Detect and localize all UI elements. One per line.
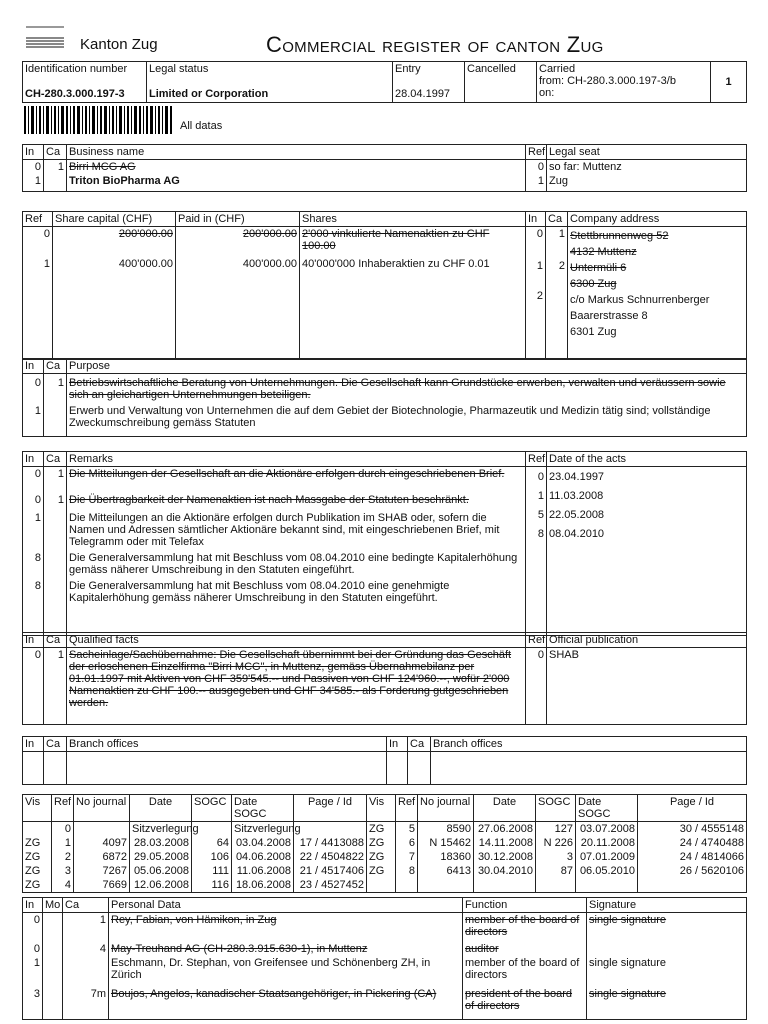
cell-sogc: 116	[192, 878, 232, 893]
cell-ca: 1	[57, 468, 64, 480]
col-official-publication: Official publication	[547, 633, 747, 648]
cell-qualified-fact: Sacheinlage/Sachübernahme: Die Gesellschaft übernimmt bei der Gründung das Geschäft der erloschenen Einzelfirma "Birri MCG", in Muttenz, gemäss Übernahmebilanz per 01.01.1997 mit Aktiven von CHF 359'545.-- und Passiven von CHF 124'960.--, wofür 2'000 Namenaktien zu CHF 100.-- ausgegeben und CHF 34'585.- als Forderung gutgeschrieben werden.	[67, 648, 526, 725]
cell-personal-data: Rey, Fabian, von Hämikon, in Zug	[109, 913, 463, 940]
cell-address-line: Stettbrunnenweg 52	[570, 230, 669, 242]
col-sogc: SOGC	[536, 795, 576, 822]
cell-vis: ZG	[23, 850, 52, 864]
id-box	[22, 61, 747, 103]
col-ref: Ref	[526, 145, 547, 160]
col-in: In	[23, 359, 44, 374]
cell-business-name: Birri MCG AG	[67, 160, 526, 175]
col-in: In	[23, 633, 44, 648]
cell-in: 0	[34, 468, 41, 480]
cell-remark: Die Generalversammlung hat mit Beschluss vom 08.04.2010 eine genehmigte Kapitalerhöhung gemäss näherer Umschreibung in den Statuten eingeführt.	[69, 580, 450, 604]
col-ca: Ca	[63, 898, 109, 913]
cell-ref: 1	[43, 258, 50, 270]
cell-no-journal: 7267	[74, 864, 130, 878]
cell-ca	[44, 402, 67, 437]
cell-date-sogc: 03.04.2008	[232, 836, 294, 850]
col-date-of-acts: Date of the acts	[547, 452, 747, 467]
cell-signature: single signature	[587, 956, 747, 982]
cell-in: 1	[34, 512, 41, 524]
col-share-capital: Share capital (CHF)	[53, 212, 176, 227]
cell-remark: Die Mitteilungen der Gesellschaft an die Aktionäre erfolgen durch eingeschriebenen Brief.	[69, 468, 505, 480]
branch-offices-table	[22, 736, 747, 785]
col-branch-offices: Branch offices	[431, 737, 747, 752]
cell-no-journal: 6413	[418, 864, 474, 878]
cell-sogc: 3	[536, 850, 576, 864]
col-branch-offices: Branch offices	[67, 737, 387, 752]
cell-remark: Die Generalversammlung hat mit Beschluss vom 08.04.2010 eine bedingte Kapitalerhöhung gemäss näherer Umschreibung in den Statuten eingeführt.	[69, 552, 518, 576]
table-row	[23, 374, 747, 403]
cell-date: 08.04.2010	[549, 528, 605, 540]
cell-in: 1	[536, 260, 543, 272]
cell-ref: 0	[43, 228, 50, 240]
table-row	[23, 913, 747, 940]
cell-no-journal: 4097	[74, 836, 130, 850]
entry-label: Entry	[395, 63, 421, 75]
cell-function: member of the board of directors	[463, 913, 587, 940]
cell-page-id: 23 / 4527452	[294, 878, 367, 893]
cell-ca	[44, 174, 67, 192]
cell-in: 0	[23, 160, 44, 175]
col-date-sogc: Date SOGC	[232, 795, 294, 822]
col-date-sogc: Date SOGC	[576, 795, 638, 822]
col-ref: Ref	[526, 633, 547, 648]
col-purpose: Purpose	[67, 359, 747, 374]
cell-purpose: Betriebswirtschaftliche Beratung von Unternehmungen. Die Gesellschaft kann Grundstücke erwerben, verwalten und veräussern sowie sich an gleichartigen Unternehmungen beteiligen.	[67, 374, 747, 403]
cell-in: 0	[23, 374, 44, 403]
col-in: In	[23, 452, 44, 467]
cell-ref: 0	[537, 471, 544, 483]
cell-signature: single signature	[587, 913, 747, 940]
cell-function: president of the board of directors	[463, 982, 587, 1020]
cell-ref: 8	[396, 864, 418, 878]
cell-date: 22.05.2008	[549, 509, 605, 521]
cell-signature: single signature	[587, 982, 747, 1020]
cell-function: auditor	[463, 939, 587, 956]
cell-ca	[63, 956, 109, 982]
cell-page-id: 24 / 4740488	[638, 836, 747, 850]
cell-in: 1	[23, 174, 44, 192]
cell-ref: 1	[526, 174, 547, 192]
cell-address-line: Baarerstrasse 8	[570, 310, 648, 322]
cell-in: 0	[34, 494, 41, 506]
col-page-id: Page / Id	[638, 795, 747, 822]
cell-in: 0	[23, 648, 44, 725]
cell-ref: 0	[526, 160, 547, 175]
cell-remark: Die Mitteilungen an die Aktionäre erfolgen durch Publikation im SHAB oder, sofern die Namen und Adressen sämtlicher Aktionäre bekannt sind, mit eingeschriebenen Brief, mit Telegramm oder mit Telefax	[69, 512, 500, 548]
qualified-facts-table	[22, 632, 747, 725]
col-mo: Mo	[43, 898, 63, 913]
cell-date-sogc: 06.05.2010	[576, 864, 638, 878]
cell-legal-seat: so far: Muttenz	[547, 160, 747, 175]
id-label: Identification number	[25, 63, 128, 75]
cell-ca: 2	[558, 260, 565, 272]
cell-page-id: 24 / 4814066	[638, 850, 747, 864]
col-ca: Ca	[44, 359, 67, 374]
cell-sogc: 64	[192, 836, 232, 850]
cell-in: 2	[536, 290, 543, 302]
cell-vis: ZG	[23, 836, 52, 850]
col-ref: Ref	[52, 795, 74, 822]
col-in: In	[387, 737, 408, 752]
cell-personal-data: Boujos, Angelos, kanadischer Staatsangehöriger, in Pickering (CA)	[109, 982, 463, 1020]
cell-date: 29.05.2008	[130, 850, 192, 864]
cell-page-id: 17 / 4413088	[294, 836, 367, 850]
cell-personal-data: Eschmann, Dr. Stephan, von Greifensee und Schönenberg ZH, in Zürich	[109, 956, 463, 982]
table-row	[23, 836, 747, 850]
cell-purpose: Erwerb und Verwaltung von Unternehmen die auf dem Gebiet der Biotechnologie, Pharmazeutik und Medizin tätig sind; vollständige Zweckumschreibung gemäss Statuten	[67, 402, 747, 437]
cell-no-journal	[74, 822, 130, 837]
col-shares: Shares	[300, 212, 526, 227]
cell-shares: 2'000 vinkulierte Namenaktien zu CHF 100.00	[302, 228, 490, 252]
table-row	[23, 864, 747, 878]
cell-in: 8	[34, 552, 41, 564]
cell-address-line: 4132 Muttenz	[570, 246, 637, 258]
cell-vis: ZG	[23, 878, 52, 893]
cell-date: 05.06.2008	[130, 864, 192, 878]
cell-ref: 3	[52, 864, 74, 878]
capital-table	[22, 211, 747, 360]
col-ref: Ref	[526, 452, 547, 467]
cell-legal-seat: Zug	[547, 174, 747, 192]
col-date: Date	[474, 795, 536, 822]
cell-date: 28.03.2008	[130, 836, 192, 850]
page-title: Commercial register of canton Zug	[266, 32, 604, 57]
col-no-journal: No journal	[418, 795, 474, 822]
remarks-table	[22, 451, 747, 636]
col-in: In	[23, 898, 43, 913]
cell-ref: 5	[396, 822, 418, 837]
table-row	[23, 227, 747, 360]
cell-address-line: 6300 Zug	[570, 278, 617, 290]
cell-in: 0	[536, 228, 543, 240]
cell-ca: 1	[57, 494, 64, 506]
cell-page-id: 26 / 5620106	[638, 864, 747, 878]
cell-paid-in: 400'000.00	[242, 258, 297, 270]
cell-date: 14.11.2008	[474, 836, 536, 850]
cell-ref: 6	[396, 836, 418, 850]
carried-from: from: CH-280.3.000.197-3/b	[539, 75, 676, 87]
journal-table	[22, 794, 747, 893]
cell-personal-data: May-Treuhand AG (CH-280.3.915.630-1), in Muttenz	[109, 939, 463, 956]
table-row	[23, 822, 747, 837]
cell-date: 23.04.1997	[549, 471, 605, 483]
cell-no-journal: N 15462	[418, 836, 474, 850]
col-ref: Ref	[396, 795, 418, 822]
cell-vis: ZG	[367, 850, 396, 864]
col-sogc: SOGC	[192, 795, 232, 822]
cell-ca: 1	[44, 648, 67, 725]
cell-ref: 1	[52, 836, 74, 850]
table-row	[23, 939, 747, 956]
legal-status-value: Limited or Corporation	[149, 88, 269, 100]
cell-address-line: 6301 Zug	[570, 326, 617, 338]
col-qualified-facts: Qualified facts	[67, 633, 526, 648]
cell-address-line: Untermüli 6	[570, 262, 627, 274]
all-datas-label: All datas	[180, 120, 223, 132]
cell-ca: 1	[44, 374, 67, 403]
cell-date-sogc: 11.06.2008	[232, 864, 294, 878]
cell-ref: 5	[537, 509, 544, 521]
cell-share-capital: 400'000.00	[118, 258, 173, 270]
cell-in: 0	[23, 913, 43, 940]
table-row	[23, 878, 747, 893]
carried-label: Carried	[539, 63, 576, 75]
cell-in: 1	[23, 402, 44, 437]
col-vis: Vis	[367, 795, 396, 822]
cell-remark: Die Übertragbarkeit der Namenaktien ist nach Massgabe der Statuten beschränkt.	[69, 494, 469, 506]
cell-ca: 7m	[63, 982, 109, 1020]
cell-sogc: N 226	[536, 836, 576, 850]
col-ca: Ca	[44, 633, 67, 648]
table-row	[23, 467, 747, 636]
cell-vis: ZG	[367, 822, 396, 837]
cell-mo	[43, 982, 63, 1020]
cell-ref: 2	[52, 850, 74, 864]
cell-in: 3	[23, 982, 43, 1020]
canton-name: Kanton Zug	[80, 36, 158, 53]
cell-in: 0	[23, 939, 43, 956]
cell-no-journal: 18360	[418, 850, 474, 864]
table-row	[23, 956, 747, 982]
cancelled-label: Cancelled	[467, 63, 516, 75]
cell-date: 30.12.2008	[474, 850, 536, 864]
cell-sogc: 111	[192, 864, 232, 878]
col-in: In	[23, 145, 44, 160]
barcode-icon	[24, 106, 172, 134]
col-page-id: Page / Id	[294, 795, 367, 822]
cell-business-name: Triton BioPharma AG	[67, 174, 526, 192]
cell-vis: ZG	[367, 864, 396, 878]
cell-vis: ZG	[23, 864, 52, 878]
cell-ca: 1	[44, 160, 67, 175]
col-ca: Ca	[44, 145, 67, 160]
table-row	[23, 174, 747, 192]
cell-ref: 4	[52, 878, 74, 893]
cell-share-capital: 200'000.00	[118, 228, 173, 240]
page-number: 1	[725, 76, 732, 88]
cell-date-sogc: 04.06.2008	[232, 850, 294, 864]
cell-mo	[43, 956, 63, 982]
cell-date-sogc: 07.01.2009	[576, 850, 638, 864]
col-ca: Ca	[408, 737, 431, 752]
cell-ref: 7	[396, 850, 418, 864]
col-remarks: Remarks	[67, 452, 526, 467]
cell-sogc: 106	[192, 850, 232, 864]
cell-in: 8	[34, 580, 41, 592]
cell-vis	[23, 822, 52, 837]
cell-ref: 0	[526, 648, 547, 725]
cell-date: Sitzverlegung	[130, 822, 192, 837]
col-paid-in: Paid in (CHF)	[176, 212, 300, 227]
cell-sogc: 127	[536, 822, 576, 837]
purpose-table	[22, 358, 747, 437]
col-no-journal: No journal	[74, 795, 130, 822]
col-date: Date	[130, 795, 192, 822]
cell-in: 1	[23, 956, 43, 982]
cell-no-journal: 8590	[418, 822, 474, 837]
cell-ca: 4	[63, 939, 109, 956]
cell-date-sogc: 18.06.2008	[232, 878, 294, 893]
cell-date: 11.03.2008	[549, 490, 604, 502]
col-in: In	[526, 212, 546, 227]
cell-page-id	[294, 822, 367, 837]
cell-mo	[43, 939, 63, 956]
table-row	[23, 850, 747, 864]
cell-date-sogc: 20.11.2008	[576, 836, 638, 850]
personal-data-table	[22, 897, 747, 1020]
col-signature: Signature	[587, 898, 747, 913]
cell-function: member of the board of directors	[463, 956, 587, 982]
col-business-name: Business name	[67, 145, 526, 160]
cell-date-sogc: Sitzverlegung	[232, 822, 294, 837]
cell-no-journal: 6872	[74, 850, 130, 864]
cell-page-id: 30 / 4555148	[638, 822, 747, 837]
cell-vis: ZG	[367, 836, 396, 850]
col-ca: Ca	[44, 452, 67, 467]
cell-signature	[587, 939, 747, 956]
carried-on: on:	[539, 87, 555, 99]
id-value: CH-280.3.000.197-3	[25, 88, 125, 100]
col-personal-data: Personal Data	[109, 898, 463, 913]
legal-status-label: Legal status	[149, 63, 209, 75]
table-row	[23, 648, 747, 725]
cell-no-journal: 7669	[74, 878, 130, 893]
col-function: Function	[463, 898, 587, 913]
cell-ca: 1	[558, 228, 565, 240]
canton-logo-icon	[26, 26, 64, 50]
cell-page-id: 21 / 4517406	[294, 864, 367, 878]
cell-paid-in: 200'000.00	[242, 228, 297, 240]
cell-date: 30.04.2010	[474, 864, 536, 878]
col-legal-seat: Legal seat	[547, 145, 747, 160]
cell-shares: 40'000'000 Inhaberaktien zu CHF 0.01	[302, 258, 490, 270]
table-row	[23, 402, 747, 437]
cell-page-id: 22 / 4504822	[294, 850, 367, 864]
cell-address-line: c/o Markus Schnurrenberger	[570, 294, 710, 306]
cell-ref: 0	[52, 822, 74, 837]
col-vis: Vis	[23, 795, 52, 822]
cell-date-sogc: 03.07.2008	[576, 822, 638, 837]
cell-ref: 8	[537, 528, 544, 540]
entry-value: 28.04.1997	[395, 88, 451, 100]
cell-sogc: 87	[536, 864, 576, 878]
cell-ca: 1	[63, 913, 109, 940]
cell-date: 12.06.2008	[130, 878, 192, 893]
col-company-address: Company address	[568, 212, 747, 227]
table-row	[23, 160, 747, 175]
table-row	[23, 982, 747, 1020]
col-ref: Ref	[23, 212, 53, 227]
col-in: In	[23, 737, 44, 752]
cell-publication: SHAB	[547, 648, 747, 725]
col-ca: Ca	[44, 737, 67, 752]
col-ca: Ca	[546, 212, 568, 227]
cell-mo	[43, 913, 63, 940]
cell-date: 27.06.2008	[474, 822, 536, 837]
business-name-table	[22, 144, 747, 192]
cell-ref: 1	[537, 490, 544, 502]
